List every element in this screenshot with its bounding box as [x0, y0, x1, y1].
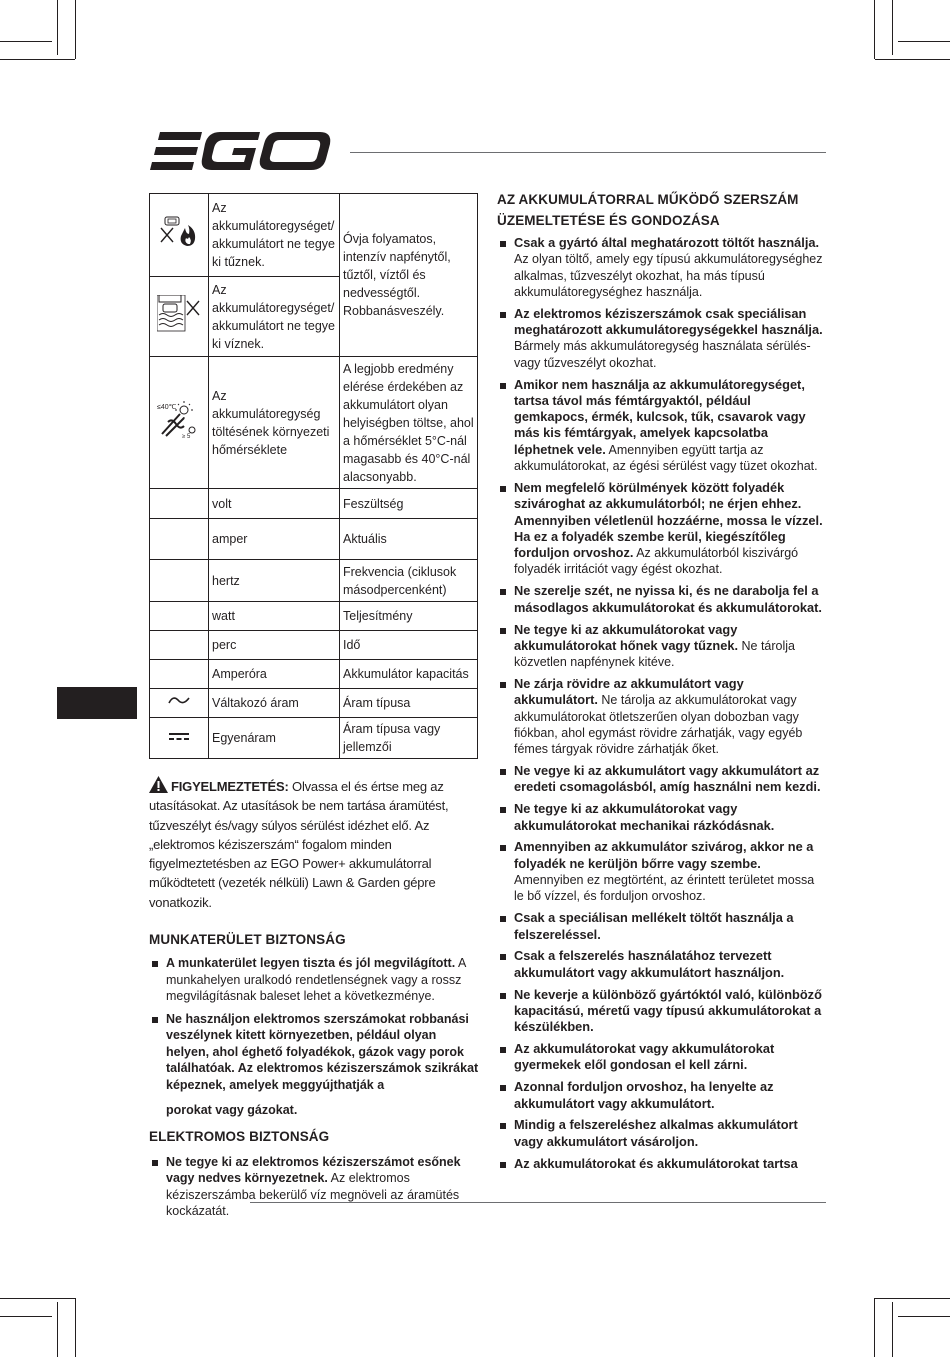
symbol-description: volt [209, 489, 340, 519]
list-item: Ne vegye ki az akkumulátort vagy akkumulátort az eredeti csomagolásból, amíg használni nem kezdi. [497, 763, 827, 796]
list-item: Csak a speciálisan mellékelt töltőt használja a felszereléssel. [497, 910, 827, 943]
list-item: Ne keverje a különböző gyártóktól való, különböző kapacitású, méretű vagy típusú akkumulátorokat a készülékben. [497, 987, 827, 1036]
work-area-heading: MUNKATERÜLET BIZTONSÁG [149, 932, 346, 948]
electrical-heading: ELEKTROMOS BIZTONSÁG [149, 1128, 330, 1144]
table-row [150, 689, 478, 718]
list-item: Amikor nem használja az akkumulátoregységet, tartsa távol más fémtárgyaktól, például gemkapocs, érmék, kulcsok, tűk, csavarok vagy más kis fémtárgyak, amelyek kapcsolatba léphetnek vele. Amennyiben együtt tartja az akkumulátorokat, az égési sérülést vagy tüzet okozhat. [497, 377, 827, 475]
list-item: Azonnal forduljon orvoshoz, ha lenyelte az akkumulátort vagy akkumulátort. [497, 1079, 827, 1112]
list-item: Az elektromos kéziszerszámok csak speciálisan meghatározott akkumulátoregységekkel használja. Bármely más akkumulátoregység használata sérülés- vagy tűzveszélyt okozhat. [497, 306, 827, 371]
list-item: Az akkumulátorokat vagy akkumulátorokat gyermekek elől gondosan el kell zárni. [497, 1041, 827, 1074]
symbol-meaning: Áram típusa vagy jellemzői [340, 718, 478, 759]
header-rule [350, 152, 826, 153]
table-row [150, 631, 478, 660]
list-item: Ne szerelje szét, ne nyissa ki, és ne darabolja fel a másodlagos akkumulátorokat és akkumulátorokat. [497, 583, 827, 616]
list-item: Nem megfelelő körülmények között folyadék szivároghat az akkumulátorból; ne érjen ehhez. Amennyiben véletlenül hozzáérne, mossa le vízzel. Ha ez a folyadék szembe kerül, kiegészítőleg forduljon orvoshoz. Az akkumulátorból kiszivárgó folyadék irritációt vagy égést okozhat. [497, 480, 827, 578]
temperature-range-icon [150, 357, 209, 489]
table-row [150, 718, 478, 759]
work-area-continuation: porokat vagy gázokat. [166, 1103, 298, 1118]
symbol-meaning: Frekvencia (ciklusok másodpercenként) [340, 560, 478, 602]
table-row [150, 560, 478, 602]
list-item: Ne használjon elektromos szerszámokat robbanási veszélynek kitett környezetben, például olyan helyen, ahol éghető folyadékok, gázok vagy porok találhatóak. Az elektromos kéziszerszámok szikrákat képeznek, amelyek meggyújthatják a [149, 1011, 479, 1094]
table-row [150, 357, 478, 489]
list-item: A munkaterület legyen tiszta és jól megvilágított. A munkahelyen uralkodó rendetlenségnek vagy a rossz megvilágításnak baleset lehet a következménye. [149, 955, 479, 1005]
symbol-description: Egyenáram [209, 718, 340, 759]
table-row [150, 519, 478, 560]
warning-text: Olvassa el és értse meg az utasításokat. Az utasítások be nem tartása áramütést, tűzveszélyt és/vagy súlyos sérülést idézhet elő. Az „elektromos kéziszerszám“ fogalom minden figyelmeztetésben az EGO Power+ akkumulátorral működtetett (vezeték nélküli) Lawn & Garden gépre vonatkozik. [149, 779, 449, 910]
right-column [497, 189, 827, 1178]
list-item: Amennyiben az akkumulátor szivárog, akkor ne a folyadék ne kerüljön bőrre vagy szembe. Amennyiben ez megtörtént, az érintett területet mossa le bő vízzel, és forduljon orvoshoz. [497, 839, 827, 904]
symbol-meaning: Teljesítmény [340, 602, 478, 631]
electrical-list [149, 1154, 479, 1220]
list-item: Ne tegye ki az akkumulátorokat vagy akkumulátorokat hőnek vagy tűznek. Ne tárolja közvetlen napfénynek kitéve. [497, 622, 827, 671]
symbol-description: watt [209, 602, 340, 631]
left-column [149, 776, 479, 1220]
table-row [150, 602, 478, 631]
svg-text:≥ 5: ≥ 5 [182, 434, 191, 440]
warning-triangle-icon [149, 776, 168, 793]
table-row [150, 194, 478, 277]
list-item: Csak a gyártó által meghatározott töltőt használja. Az olyan töltő, amely egy típusú akkumulátoregységhez alkalmas, tűzveszélyt okozhat, ha más típusú akkumulátoregységhez használja. [497, 235, 827, 300]
symbol-meaning: Feszültség [340, 489, 478, 519]
table-row [150, 489, 478, 519]
symbol-description: Váltakozó áram [209, 689, 340, 718]
warning-label: FIGYELMEZTETÉS: [171, 779, 289, 794]
list-item: Mindig a felszereléshez alkalmas akkumulátort vagy akkumulátort vásároljon. [497, 1117, 827, 1150]
symbol-meaning: Aktuális [340, 519, 478, 560]
svg-text:≤40℃: ≤40℃ [157, 404, 177, 411]
dc-current-icon [150, 718, 209, 759]
symbol-description: Az akkumulátoregység töltésének környezeti hőmérséklete [209, 357, 340, 489]
ac-current-icon [150, 689, 209, 718]
list-item: Csak a felszerelés használatához tervezett akkumulátort vagy akkumulátort használjon. [497, 948, 827, 981]
ego-logo [150, 132, 332, 170]
list-item: Ne tegye ki az akkumulátorokat vagy akkumulátorokat mechanikai rázkódásnak. [497, 801, 827, 834]
symbol-table [149, 193, 478, 759]
battery-list [497, 235, 827, 1172]
symbol-description: perc [209, 631, 340, 660]
symbol-description: hertz [209, 560, 340, 602]
battery-fire-icon [150, 194, 209, 277]
symbol-description: Az akkumulátoregységet/ akkumulátort ne tegye ki víznek. [209, 277, 340, 357]
symbol-meaning: A legjobb eredmény elérése érdekében az akkumulátort olyan helyiségben töltse, ahol a hőmérséklet 5°C-nál magasabb és 40°C-nál alacsonyabb. [340, 357, 478, 489]
symbol-description: amper [209, 519, 340, 560]
symbol-meaning: Óvja folyamatos, intenzív napfénytől, tűztől, víztől és nedvességtől. Robbanásveszély. [340, 194, 478, 357]
list-item: Ne tegye ki az elektromos kéziszerszámot esőnek vagy nedves környezetnek. Az elektromos kéziszerszámba bekerülő víz megnöveli az áramütés kockázatát. [149, 1154, 479, 1220]
symbol-meaning: Idő [340, 631, 478, 660]
footer-rule [250, 1202, 826, 1203]
battery-heading: AZ AKKUMULÁTORRAL MŰKÖDŐ SZERSZÁM ÜZEMELTETÉSE ÉS GONDOZÁSA [497, 192, 799, 228]
symbol-meaning: Áram típusa [340, 689, 478, 718]
symbol-description: Az akkumulátoregységet/ akkumulátort ne tegye ki tűznek. [209, 194, 340, 277]
work-area-list [149, 955, 479, 1093]
battery-water-icon [150, 277, 209, 357]
symbol-description: Amperóra [209, 660, 340, 689]
table-row [150, 660, 478, 689]
language-tab [57, 687, 137, 719]
warning-paragraph [149, 776, 479, 912]
list-item: Ne zárja rövidre az akkumulátort vagy akkumulátort. Ne tárolja az akkumulátorokat vagy akkumulátorokat ötletszerűen olyan dobozban vagy fiókban, ahol egymást rövidre zárhatják, vagy egyéb fémes tárgyak rövidre zárhatják őket. [497, 676, 827, 757]
list-item: Az akkumulátorokat és akkumulátorokat tartsa [497, 1156, 827, 1172]
symbol-meaning: Akkumulátor kapacitás [340, 660, 478, 689]
